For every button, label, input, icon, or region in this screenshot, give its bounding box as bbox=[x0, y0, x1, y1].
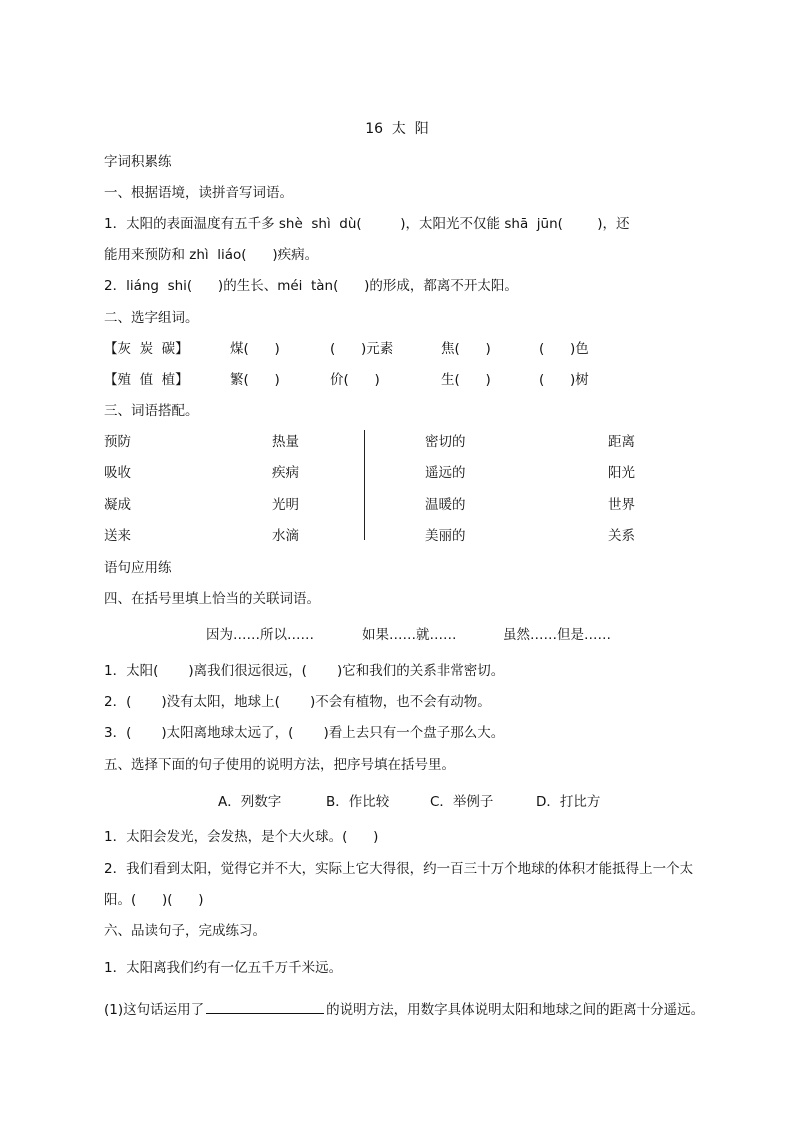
q3-divider bbox=[364, 430, 365, 540]
q6-sub1-prefix: (1)这句话运用了 bbox=[104, 1002, 205, 1018]
q3-left-word: 吸收 bbox=[104, 465, 131, 481]
q2-row2-item: 生( ) bbox=[441, 372, 491, 388]
q3-heading: 三、词语搭配。 bbox=[104, 403, 199, 419]
q3-right-match: 距离 bbox=[608, 434, 635, 450]
q3-right-match: 阳光 bbox=[608, 465, 635, 481]
q4-line-3: 3．( )太阳离地球太远了，( )看上去只有一个盘子那么大。 bbox=[104, 725, 505, 741]
q1-line-2: 能用来预防和 zhì liáo( )疾病。 bbox=[104, 247, 319, 263]
q2-row2-item: 价( ) bbox=[330, 372, 380, 388]
q3-right-word: 密切的 bbox=[425, 434, 466, 450]
q5-heading: 五、选择下面的句子使用的说明方法，把序号填在括号里。 bbox=[104, 757, 455, 773]
q4-line-1: 1．太阳( )离我们很远很远，( )它和我们的关系非常密切。 bbox=[104, 663, 505, 679]
q6-answer-blank[interactable] bbox=[206, 999, 324, 1014]
page-title: 16 太 阳 bbox=[365, 121, 429, 137]
q5-option: C．举例子 bbox=[430, 794, 494, 810]
q6-sub1-suffix: 的说明方法，用数字具体说明太阳和地球之间的距离十分遥远。 bbox=[326, 1002, 705, 1018]
q5-option: A．列数字 bbox=[218, 794, 282, 810]
q2-row1-group: 【灰 炭 碳】 bbox=[104, 341, 189, 357]
q6-sub1 bbox=[104, 999, 704, 1019]
q3-left-word: 送来 bbox=[104, 528, 131, 544]
q5-line-2: 2．我们看到太阳，觉得它并不大，实际上它大得很，约一百三十万个地球的体积才能抵得上一个太 bbox=[104, 861, 694, 877]
q3-right-match: 世界 bbox=[608, 497, 635, 513]
q4-line-2: 2．( )没有太阳，地球上( )不会有植物，也不会有动物。 bbox=[104, 694, 491, 710]
q6-heading: 六、品读句子，完成练习。 bbox=[104, 923, 266, 939]
q6-line-1: 1．太阳离我们约有一亿五千万千米远。 bbox=[104, 960, 343, 976]
q5-line-3: 阳。( )( ) bbox=[104, 892, 204, 908]
q4-option: 因为……所以…… bbox=[206, 627, 314, 643]
q3-right-word: 美丽的 bbox=[425, 528, 466, 544]
q2-row1-item: 焦( ) bbox=[441, 341, 491, 357]
q5-option: D．打比方 bbox=[536, 794, 601, 810]
q4-heading: 四、在括号里填上恰当的关联词语。 bbox=[104, 591, 320, 607]
q2-heading: 二、选字组词。 bbox=[104, 310, 199, 326]
q3-right-match: 关系 bbox=[608, 528, 635, 544]
q3-left-match: 热量 bbox=[272, 434, 299, 450]
q2-row1-item: ( )色 bbox=[539, 341, 589, 357]
q1-line-3: 2．liáng shi( )的生长、méi tàn( )的形成，都离不开太阳。 bbox=[104, 278, 518, 294]
q5-line-1: 1．太阳会发光，会发热，是个大火球。( ) bbox=[104, 829, 379, 845]
q1-line-1: 1．太阳的表面温度有五千多 shè shì dù( )，太阳光不仅能 shā jūn( )，还 bbox=[104, 216, 630, 232]
q4-option: 虽然……但是…… bbox=[503, 627, 611, 643]
q3-left-word: 预防 bbox=[104, 434, 131, 450]
q3-right-word: 温暖的 bbox=[425, 497, 466, 513]
q2-row2-item: 繁( ) bbox=[230, 372, 280, 388]
q3-left-match: 疾病 bbox=[272, 465, 299, 481]
q3-left-word: 凝成 bbox=[104, 497, 131, 513]
q1-heading: 一、根据语境，读拼音写词语。 bbox=[104, 185, 293, 201]
section-heading-zici: 字词积累练 bbox=[104, 154, 172, 170]
q3-right-word: 遥远的 bbox=[425, 465, 466, 481]
q2-row2-group: 【殖 值 植】 bbox=[104, 372, 189, 388]
q4-option: 如果……就…… bbox=[362, 627, 457, 643]
q5-option: B．作比较 bbox=[326, 794, 390, 810]
q2-row2-item: ( )树 bbox=[539, 372, 589, 388]
section-heading-juzi: 语句应用练 bbox=[104, 560, 172, 576]
q3-left-match: 水滴 bbox=[272, 528, 299, 544]
q2-row1-item: 煤( ) bbox=[230, 341, 280, 357]
q3-left-match: 光明 bbox=[272, 497, 299, 513]
q2-row1-item: ( )元素 bbox=[330, 341, 394, 357]
